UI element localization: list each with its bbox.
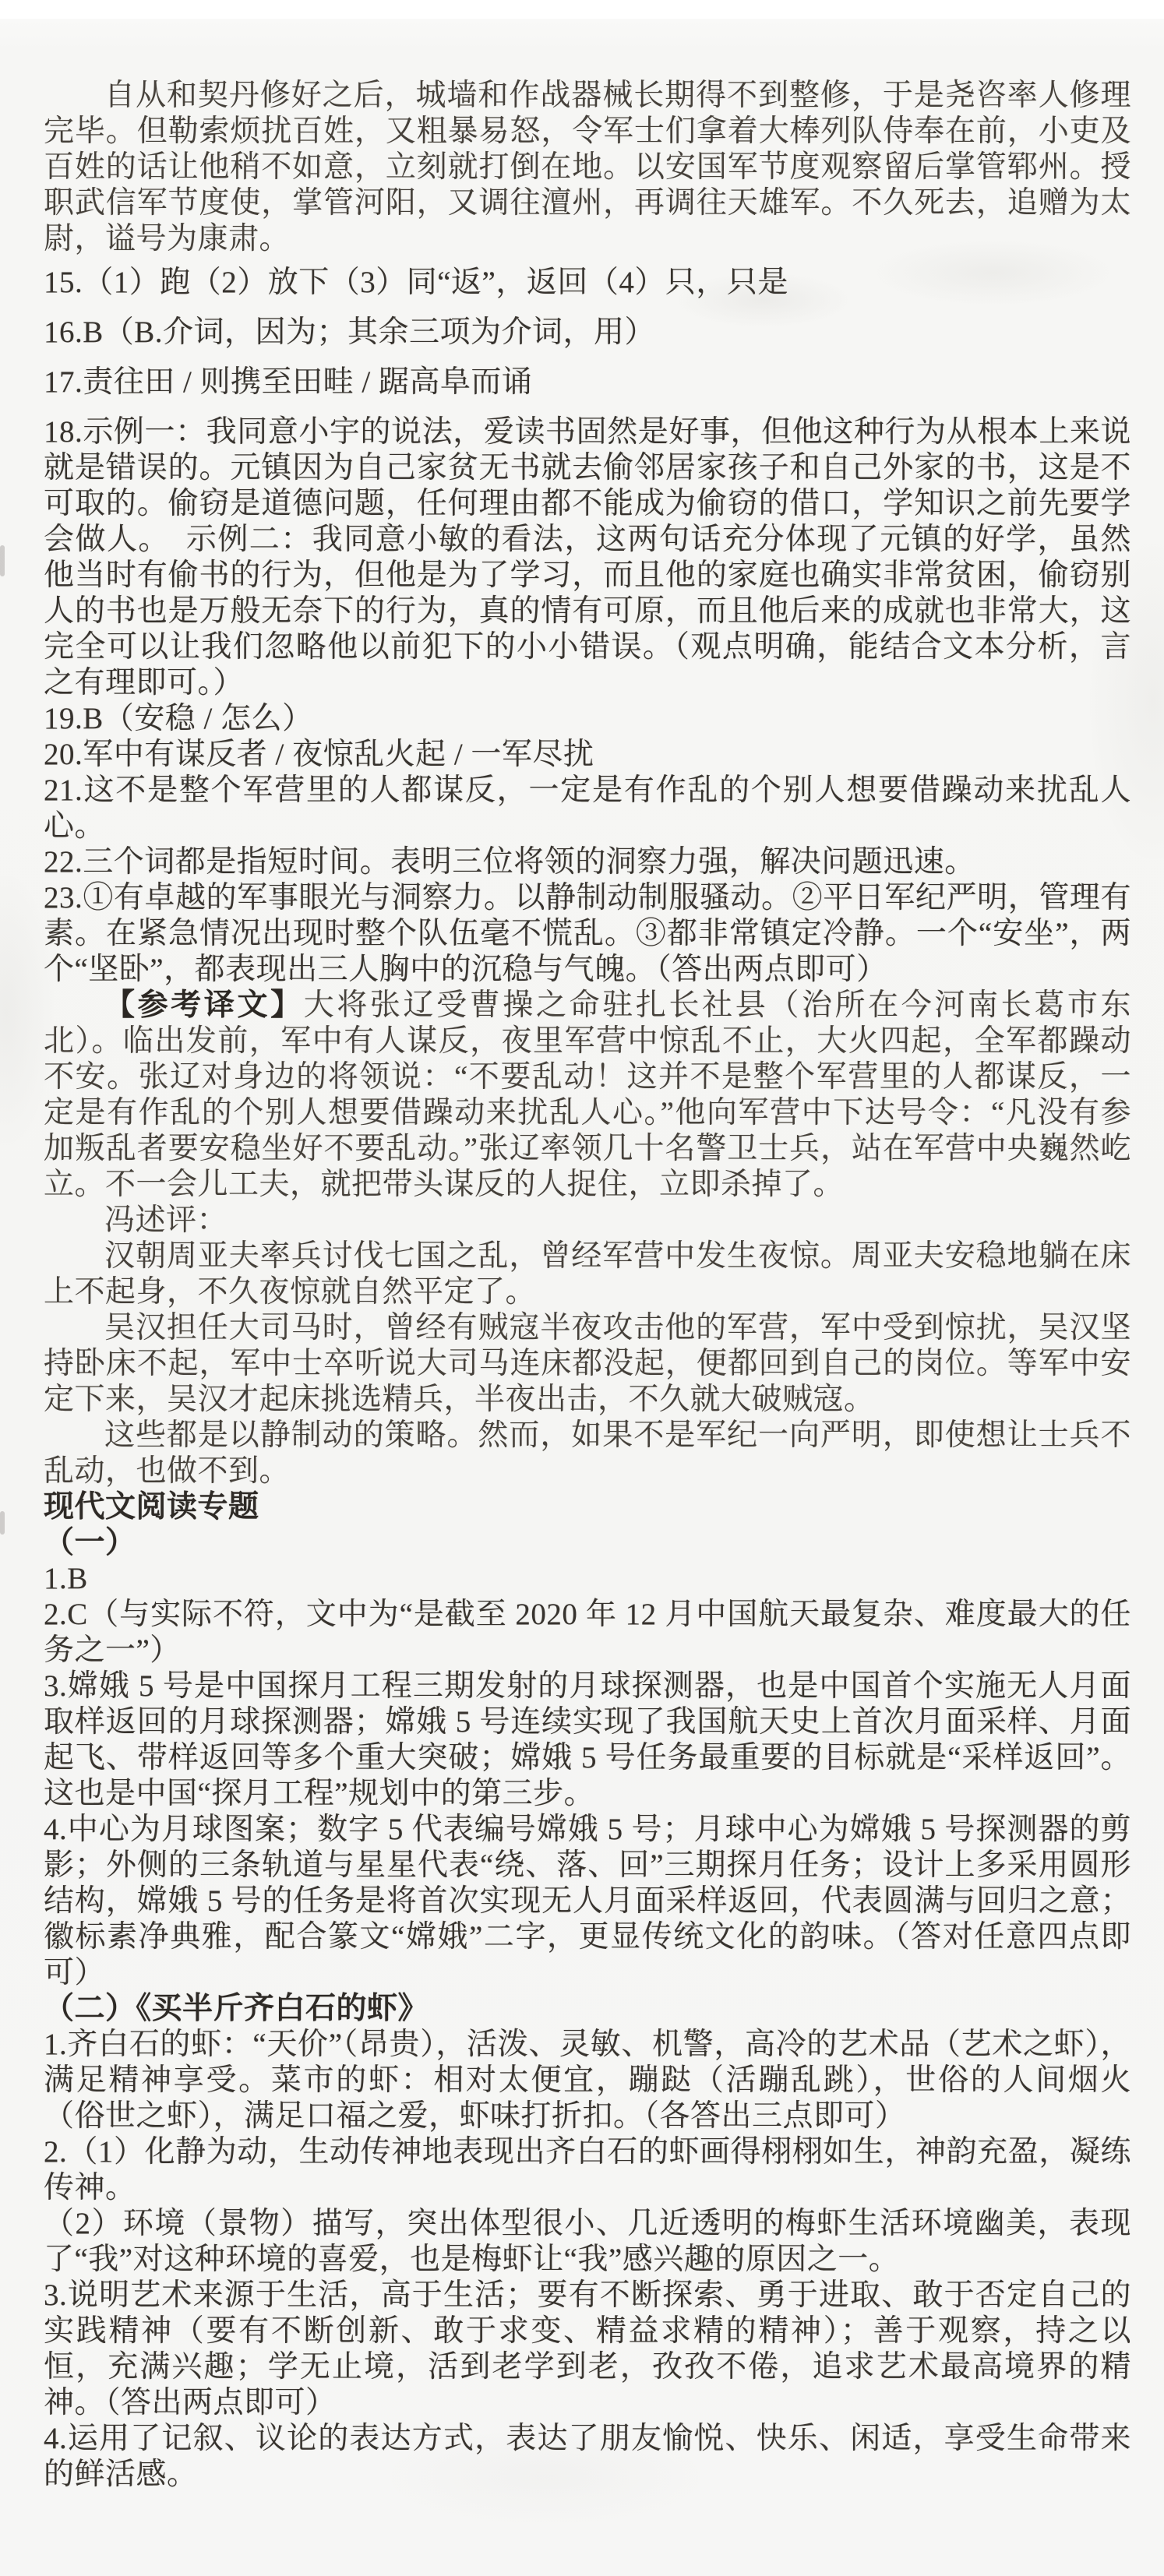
scan-top-edge [0,0,1164,19]
text-content: 3.说明艺术来源于生活，高于生活；要有不断探索、勇于进取、敢于否定自己的实践精神（要有不断创新、敢于求变、精益求精的精神）；善于观察，持之以恒，充满兴趣；学无止境，活到老学到老，孜孜不倦，追求艺术最高境界的精神。（答出两点即可） [44,2278,1131,2419]
modern-two-answer-2-1 [44,2134,1131,2206]
text-content: 23.①有卓越的军事眼光与洞察力。以静制动制服骚动。②平日军纪严明，管理有素。在紧急情况出现时整个队伍毫不慌乱。③都非常镇定冷静。一个“安坐”，两个“坚卧”，都表现出三人胸中的沉稳与气魄。（答出两点即可） [44,881,1131,986]
text-content: 4.中心为月球图案；数字 5 代表编号嫦娥 5 号；月球中心为嫦娥 5 号探测器的剪影；外侧的三条轨道与星星代表“绕、落、回”三期探月任务；设计上多采用圆形结构，嫦娥 5 号的任务是将首次实现无人月面采样返回，代表圆满与回归之意；徽标素净典雅，配合篆文“嫦娥”二字，更显传统文化的韵味。（答对任意四点即可） [44,1813,1131,1989]
answer-item-17 [44,365,1131,400]
text-content: 17.责往田 / 则携至田畦 / 踞高阜而诵 [44,365,533,399]
text-content: 15.（1）跑（2）放下（3）同“返”，返回（4）只，只是 [44,266,788,299]
translated-passage-chenyaozi [44,78,1131,257]
text-content: 2.C（与实际不符，文中为“是截至 2020 年 12 月中国航天最复杂、难度最大的任务之一”） [44,1598,1131,1667]
text-content: 16.B（B.介词，因为；其余三项为介词，用） [44,315,656,349]
modern-one-answer-2 [44,1597,1131,1669]
text-content: 3.嫦娥 5 号是中国探月工程三期发射的月球探测器，也是中国首个实施无人月面取样返回的月球探测器；嫦娥 5 号连续实现了我国航天史上首次月面采样、月面起飞、带样返回等多个重大突破；嫦娥 5 号任务最重要的目标就是“采样返回”。这也是中国“探月工程”规划中的第三步。 [44,1669,1131,1810]
text-content: 自从和契丹修好之后，城墙和作战器械长期得不到整修，于是尧咨率人修理完毕。但勒索烦扰百姓，又粗暴易怒，令军士们拿着大棒列队侍奉在前，小吏及百姓的话让他稍不如意，立刻就打倒在地。以安国军节度观察留后掌管郓州。授职武信军节度使，掌管河阳，又调往澶州，再调往天雄军。不久死去，追赠为太尉，谥号为康肃。 [44,79,1131,255]
translation-wuhan [44,1310,1131,1418]
text-content: 4.运用了记叙、议论的表达方式，表达了朋友愉悦、快乐、闲适，享受生命带来的鲜活感。 [44,2422,1131,2491]
translation-zhouyafu [44,1239,1131,1310]
answer-item-19 [44,701,1131,737]
text-content: 冯述评： [104,1203,228,1237]
reference-translation [44,988,1131,1203]
text-content: 1.B [44,1562,88,1595]
modern-one-answer-1 [44,1561,1131,1597]
answer-item-15 [44,265,1131,301]
text-content: 现代文阅读专题 [44,1490,259,1524]
scan-edge-artifact [0,545,5,576]
scan-edge-artifact [0,1511,5,1535]
subsection-heading-one [44,1525,1131,1561]
answer-item-16 [44,315,1131,351]
text-content: 1.齐白石的虾：“天价”（昂贵），活泼、灵敏、机警，高冷的艺术品（艺术之虾），满足精神享受。菜市的虾：相对太便宜，蹦跶（活蹦乱跳），世俗的人间烟火（俗世之虾），满足口福之爱，虾味打折扣。（各答出三点即可） [44,2028,1131,2133]
text-content: （二）《买半斤齐白石的虾》 [44,1992,429,2025]
text-content: （2）环境（景物）描写，突出体型很小、几近透明的梅虾生活环境幽美，表现了“我”对这种环境的喜爱，也是梅虾让“我”感兴趣的原因之一。 [44,2207,1131,2276]
text-content: 20.军中有谋反者 / 夜惊乱火起 / 一军尽扰 [44,738,594,771]
text-content: （一） [44,1526,136,1559]
text-content: 22.三个词都是指短时间。表明三位将领的洞察力强，解决问题迅速。 [44,845,975,879]
section-heading-modern-reading [44,1489,1131,1525]
text-content: 21.这不是整个军营里的人都谋反，一定是有作乱的个别人想要借躁动来扰乱人心。 [44,774,1131,843]
text-content: 大将张辽受曹操之命驻扎长社县（治所在今河南长葛市东北）。临出发前，军中有人谋反，夜里军营中惊乱不止，大火四起，全军都躁动不安。张辽对身边的将领说：“不要乱动！这并不是整个军营里的人都谋反，一定是有作乱的个别人想要借躁动来扰乱人心。”他向军营中下达号令：“凡没有参加叛乱者要安稳坐好不要乱动。”张辽率领几十名警卫士兵，站在军营中央巍然屹立。不一会儿工夫，就把带头谋反的人捉住，立即杀掉了。 [44,988,1131,1201]
translation-conclusion [44,1418,1131,1489]
modern-two-answer-3 [44,2278,1131,2421]
text-content: 19.B（安稳 / 怎么） [44,702,313,735]
modern-two-answer-1 [44,2027,1131,2134]
text-content: 这些都是以静制动的策略。然而，如果不是军纪一向严明，即使想让士兵不乱动，也做不到。 [44,1418,1131,1488]
modern-one-answer-3 [44,1669,1131,1812]
answer-item-18 [44,414,1131,701]
answer-item-20 [44,737,1131,773]
text-content: 汉朝周亚夫率兵讨伐七国之乱，曾经军营中发生夜惊。周亚夫安稳地躺在床上不起身，不久夜惊就自然平定了。 [44,1239,1131,1309]
text-content: 吴汉担任大司马时，曾经有贼寇半夜攻击他的军营，军中受到惊扰，吴汉坚持卧床不起，军中士卒听说大司马连床都没起，便都回到自己的岗位。等军中安定下来，吴汉才起床挑选精兵，半夜出击，不久就大破贼寇。 [44,1311,1131,1416]
document-body [44,78,1131,2493]
answer-item-22 [44,844,1131,880]
text-content: 2.（1）化静为动，生动传神地表现出齐白石的虾画得栩栩如生，神韵充盈，凝练传神。 [44,2135,1131,2204]
modern-one-answer-4 [44,1812,1131,1991]
modern-two-answer-2-2 [44,2206,1131,2278]
reference-translation-label: 【参考译文】 [104,988,304,1022]
answer-item-21 [44,773,1131,844]
modern-two-answer-4 [44,2421,1131,2493]
subsection-heading-two [44,1991,1131,2027]
text-content: 18.示例一：我同意小宇的说法，爱读书固然是好事，但他这种行为从根本上来说就是错误的。元镇因为自己家贫无书就去偷邻居家孩子和自己外家的书，这是不可取的。偷窃是道德问题，任何理由都不能成为偷窃的借口，学知识之前先要学会做人。 示例二：我同意小敏的看法，这两句话充分体现了元镇的好学，虽然他当时有偷书的行为，但他是为了学习，而且他的家庭也确实非常贫困，偷窃别人的书也是万般无奈下的行为，真的情有可原，而且他后来的成就也非常大，这完全可以让我们忽略他以前犯下的小小错误。（观点明确，能结合文本分析，言之有理即可。） [44,415,1131,700]
answer-item-23 [44,880,1131,988]
feng-shuping-heading [44,1203,1131,1239]
